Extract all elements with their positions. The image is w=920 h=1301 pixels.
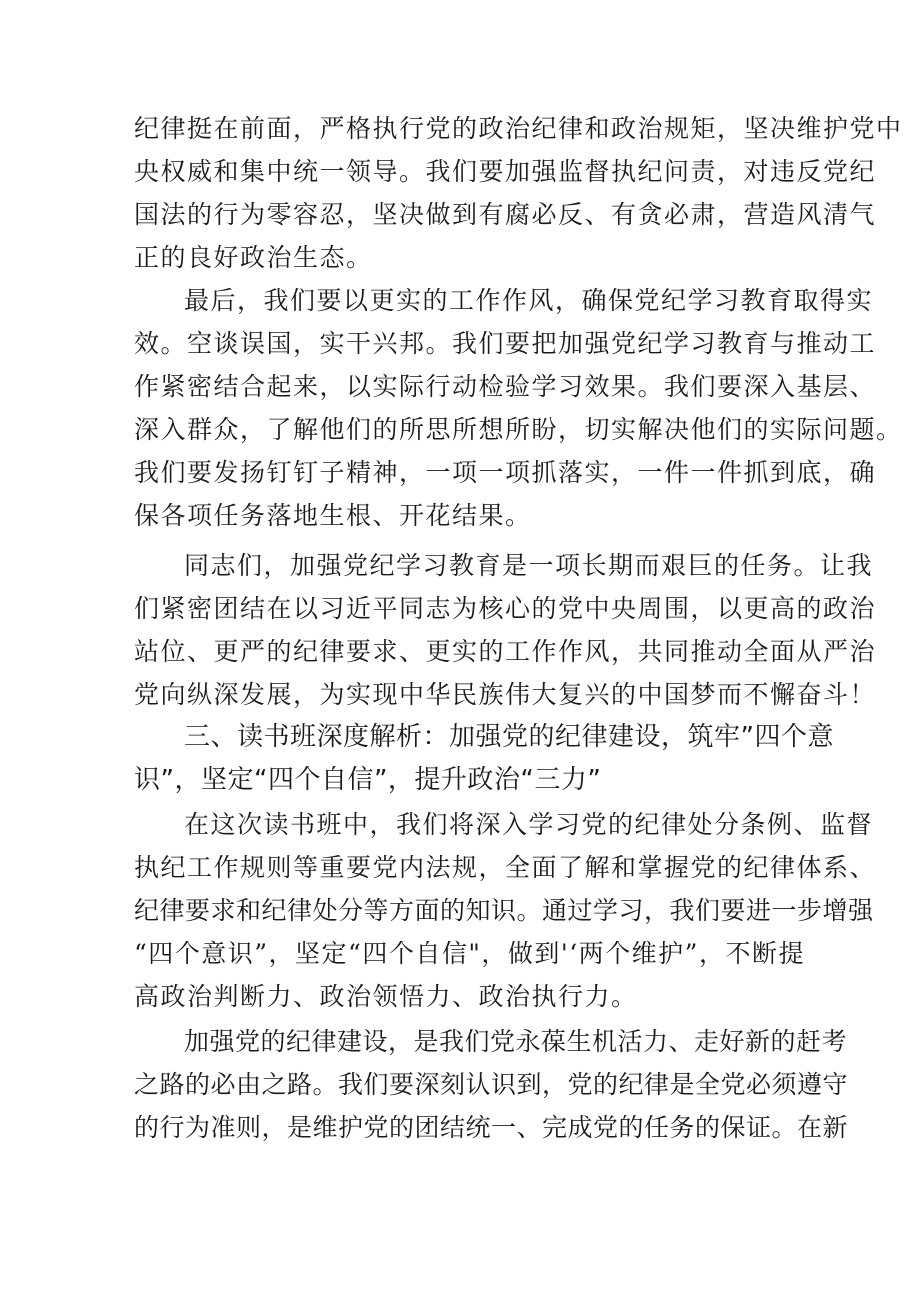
paragraph-line: 同志们，加强党纪学习教育是一项长期而艰巨的任务。让我 [184,551,874,580]
paragraph-line: 站位、更严的纪律要求、更实的工作作风，共同推动全面从严治 [134,637,877,666]
paragraph-4 [134,803,877,1018]
paragraph-line: 央权威和集中统一领导。我们要加强监督执纪问责，对违反党纪 [134,157,877,186]
paragraph-line: 党向纵深发展，为实现中华民族伟大复兴的中国梦而不懈奋斗！ [134,680,877,709]
paragraph-line: 加强党的纪律建设，是我们党永葆生机活力、走好新的赶考 [184,1027,848,1056]
section-heading [134,716,834,802]
paragraph-line: 保各项任务落地生根、开花结果。 [134,501,532,530]
paragraph-line: 之路的必由之路。我们要深刻认识到，党的纪律是全党必须遵守 [134,1070,849,1099]
paragraph-2 [134,279,903,537]
paragraph-line: 纪律挺在前面，严格执行党的政治纪律和政治规矩，坚决维护党中 [134,114,903,143]
paragraph-line: 正的良好政治生态。 [134,243,373,272]
paragraph-3 [134,544,877,716]
paragraph-line: 高政治判断力、政治领悟力、政治执行力。 [134,982,638,1011]
paragraph-line: 我们要发扬钉钉子精神，一项一项抓落实，一件一件抓到底，确 [134,458,877,487]
paragraph-line: 效。空谈误国，实干兴邦。我们要把加强党纪学习教育与推动工 [134,329,877,358]
paragraph-line: 最后，我们要以更实的工作作风，确保党纪学习教育取得实 [184,286,874,315]
paragraph-line: “四个意识”，坚定“四个自信"，做到'‘两个维护”，不断提 [134,939,805,968]
paragraph-line: 国法的行为零容忍，坚决做到有腐必反、有贪必肃，营造风清气 [134,200,877,229]
paragraph-line: 纪律要求和纪律处分等方面的知识。通过学习，我们要进一步增强 [134,896,874,925]
paragraph-5 [134,1020,849,1149]
paragraph-1 [134,107,903,279]
paragraph-line: 执纪工作规则等重要党内法规，全面了解和掌握党的纪律体系、 [134,853,877,882]
paragraph-line: 作紧密结合起来，以实际行动检验学习效果。我们要深入基层、 [134,372,877,401]
paragraph-line: 深入群众，了解他们的所思所想所盼，切实解决他们的实际问题。 [134,415,903,444]
paragraph-line: 们紧密团结在以习近平同志为核心的党中央周围，以更高的政治 [134,594,877,623]
heading-line: 识”，坚定“四个自信”，提升政治“三力” [134,765,602,795]
paragraph-line: 的行为准则，是维护党的团结统一、完成党的任务的保证。在新 [134,1113,849,1142]
heading-line: 三、读书班深度解析：加强党的纪律建设，筑牢”四个意 [184,722,834,752]
paragraph-line: 在这次读书班中，我们将深入学习党的纪律处分条例、监督 [184,810,874,839]
